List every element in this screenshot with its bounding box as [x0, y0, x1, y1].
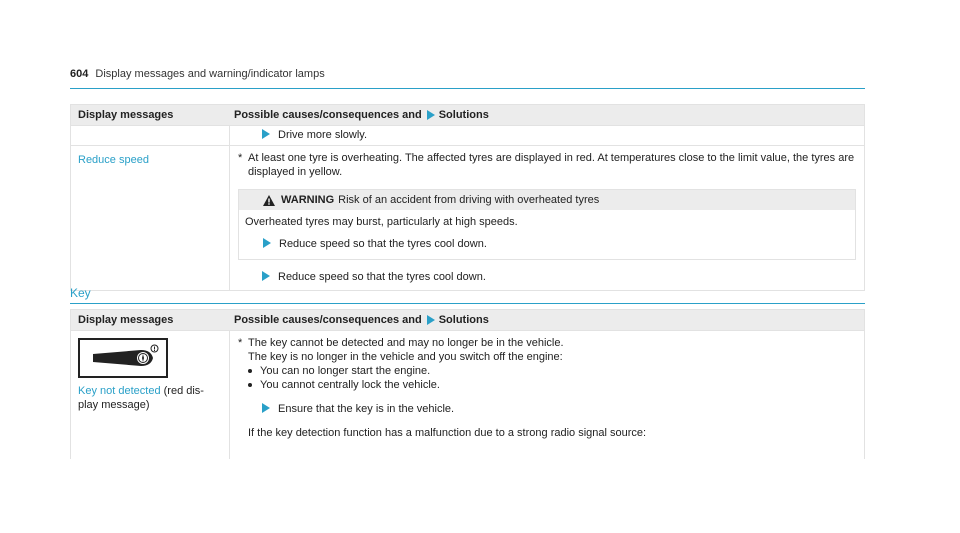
causes-cell	[230, 126, 864, 145]
section-title-key: Key	[70, 286, 865, 304]
solution-step	[238, 128, 856, 142]
solution-arrow-icon	[427, 110, 435, 120]
causes-cell	[230, 331, 864, 459]
solution-step	[238, 392, 856, 416]
key-fob-icon	[78, 338, 168, 378]
solution-step	[238, 260, 856, 284]
table-row	[71, 145, 864, 290]
cause-text: The key cannot be detected and may no longer be in the vehicle.	[248, 337, 564, 349]
col-solutions-label: Solutions	[438, 109, 489, 121]
bullet-text: You cannot centrally lock the vehicle.	[260, 379, 440, 391]
col-causes	[230, 314, 864, 326]
step-text: Ensure that the key is in the vehicle.	[278, 403, 455, 415]
page-number: 604	[70, 68, 89, 80]
solution-arrow-icon	[263, 238, 271, 248]
bullet-text: You can no longer start the engine.	[260, 365, 431, 377]
solution-arrow-icon	[427, 315, 435, 325]
key-messages-table	[70, 309, 865, 459]
col-causes-label: Possible causes/consequences and	[234, 109, 422, 121]
solution-arrow-icon	[262, 129, 270, 139]
table-row	[71, 330, 864, 459]
table-row	[71, 125, 864, 145]
cause-text-2: The key is no longer in the vehicle and you switch off the engine:	[248, 351, 563, 363]
table-header	[71, 310, 864, 330]
warning-body	[239, 210, 855, 259]
message-reduce-speed: Reduce speed	[78, 154, 149, 166]
col-display-messages: Display messages	[78, 314, 174, 326]
list-item	[238, 364, 856, 378]
warning-step-text: Reduce speed so that the tyres cool down.	[279, 238, 487, 250]
col-display-messages: Display messages	[78, 109, 174, 121]
page-title: Display messages and warning/indicator lamps	[95, 68, 325, 80]
cause-item: * At least one tyre is overheating. The affected tyres are displayed in red. At temperatures close to the limit value, the tyres are displayed in yellow.	[238, 152, 855, 178]
message-suffix: (red dis-	[160, 385, 204, 397]
page-header	[70, 68, 865, 89]
cause-item: * The key cannot be detected and may no longer be in the vehicle.	[238, 337, 564, 349]
causes-cell	[230, 146, 864, 290]
message-key-not-detected: Key not detected	[78, 385, 161, 397]
table-header	[71, 105, 864, 125]
warning-box	[238, 189, 856, 260]
warning-text: Overheated tyres may burst, particularly at high speeds.	[245, 216, 518, 228]
message-cell	[71, 146, 230, 290]
warning-title: Risk of an accident from driving with overheated tyres	[338, 194, 600, 206]
message-cell-empty	[71, 126, 230, 145]
warning-header	[239, 190, 855, 210]
warning-step	[245, 229, 849, 255]
warning-triangle-icon	[263, 195, 275, 206]
col-causes	[230, 109, 864, 121]
list-item	[238, 378, 856, 392]
step-text: Reduce speed so that the tyres cool down.	[278, 271, 486, 283]
step-text: Drive more slowly.	[278, 129, 368, 141]
solution-arrow-icon	[262, 403, 270, 413]
message-suffix-2: play message)	[78, 399, 150, 411]
warning-label: WARNING	[281, 194, 335, 206]
solution-arrow-icon	[262, 271, 270, 281]
col-solutions-label: Solutions	[438, 314, 489, 326]
cause-text: At least one tyre is overheating. The affected tyres are displayed in red. At temperatures close to the limit value, the tyres are displayed in yellow.	[248, 152, 855, 178]
footer-text: If the key detection function has a malfunction due to a strong radio signal source:	[248, 427, 647, 439]
message-cell	[71, 331, 230, 459]
display-messages-table	[70, 104, 865, 291]
col-causes-label: Possible causes/consequences and	[234, 314, 422, 326]
